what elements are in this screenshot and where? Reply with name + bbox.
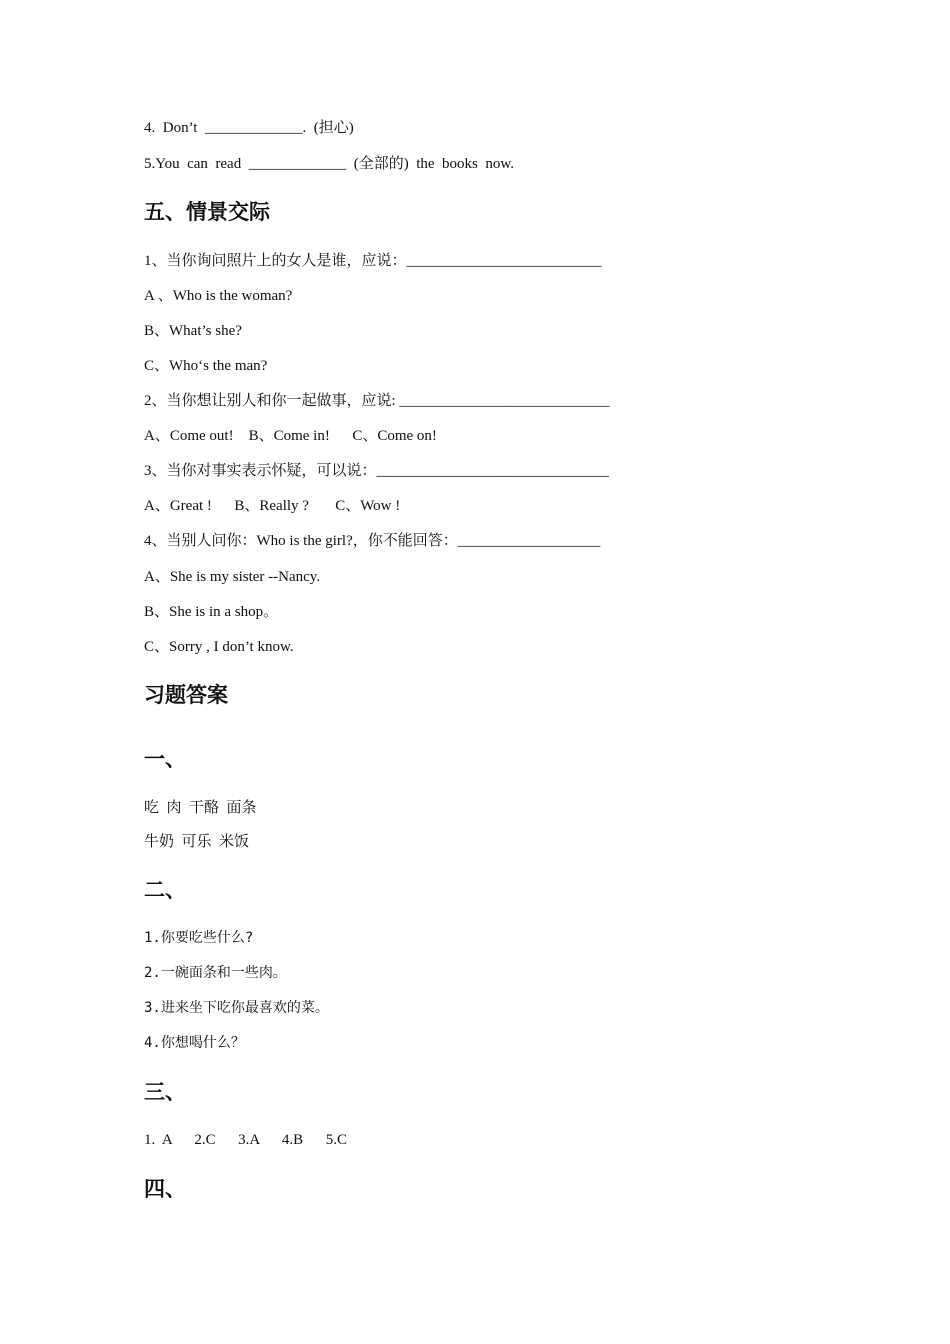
question-4-option-c: C、Sorry , I don’t know.: [144, 639, 294, 655]
answer-section-1-line-2: 牛奶 可乐 米饭: [144, 834, 250, 850]
answers-heading: 习题答案: [144, 683, 228, 707]
question-4: 4、当别人问你：Who is the girl?，你不能回答：___________________: [144, 533, 601, 549]
answer-section-4-heading: 四、: [144, 1177, 186, 1201]
question-2-options: A、Come out! B、Come in! C、Come on!: [144, 428, 437, 444]
answer-section-2-item-4: 4.你想喝什么？: [144, 1035, 245, 1051]
question-4-option-a: A、She is my sister --Nancy.: [144, 569, 321, 585]
fill-blank-item-4: 4. Don’t _____________. (担心): [144, 120, 354, 136]
question-3: 3、当你对事实表示怀疑，可以说：_______________________________: [144, 463, 610, 479]
question-1-option-b: B、What’s she?: [144, 323, 242, 339]
answer-section-1-line-1: 吃 肉 干酪 面条: [144, 800, 257, 816]
question-1-option-c: C、Who‘s the man?: [144, 358, 268, 374]
question-1-option-a: A 、Who is the woman?: [144, 288, 293, 304]
answer-section-2-item-1: 1.你要吃些什么?: [144, 930, 254, 946]
answer-section-2-item-2: 2.一碗面条和一些肉。: [144, 965, 287, 981]
answer-section-3-line: 1. A 2.C 3.A 4.B 5.C: [144, 1132, 347, 1148]
answer-section-2-item-3: 3.进来坐下吃你最喜欢的菜。: [144, 1000, 329, 1016]
question-3-options: A、Great ! B、Really ? C、Wow !: [144, 498, 401, 514]
section-5-heading: 五、情景交际: [144, 200, 270, 224]
fill-blank-item-5: 5.You can read _____________ (全部的) the books now.: [144, 156, 514, 172]
question-2: 2、当你想让别人和你一起做事，应说: ____________________________: [144, 393, 610, 409]
answer-section-3-heading: 三、: [144, 1080, 186, 1104]
answer-section-1-heading: 一、: [144, 747, 186, 771]
question-1: 1、当你询问照片上的女人是谁，应说：__________________________: [144, 253, 602, 269]
answer-section-2-heading: 二、: [144, 878, 186, 902]
question-4-option-b: B、She is in a shop。: [144, 604, 279, 620]
